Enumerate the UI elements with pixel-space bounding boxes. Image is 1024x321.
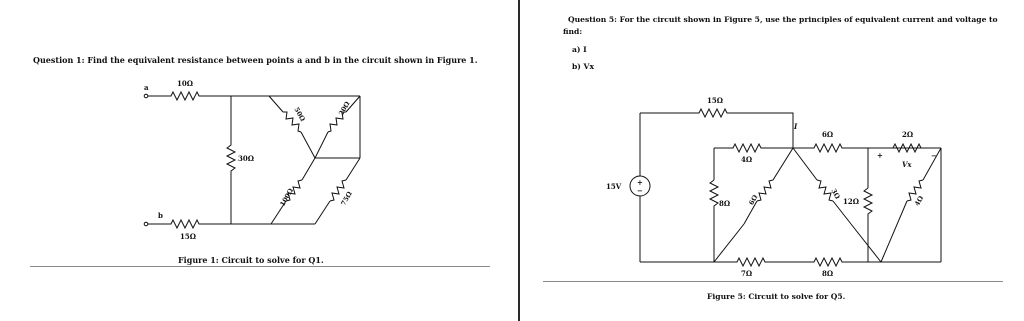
- node-b-label: b: [158, 211, 163, 220]
- part-b: b) Vx: [572, 62, 594, 71]
- wire: [793, 148, 817, 180]
- figure-5-circuit: [521, 0, 1024, 321]
- resistor-4-ohm-label: 4Ω: [741, 155, 753, 164]
- figure-5-caption: Figure 5: Circuit to solve for Q5.: [707, 292, 846, 301]
- resistor-8-ohm-left: [710, 180, 718, 262]
- resistor-2-ohm-label: 2Ω: [902, 130, 914, 139]
- resistor-50-ohm-label: 50Ω: [292, 105, 307, 123]
- panel-divider: [518, 0, 520, 321]
- vx-minus: −: [931, 151, 937, 160]
- wire: [302, 158, 315, 180]
- resistor-4-ohm-right-label: 4Ω: [913, 194, 926, 208]
- current-label: I: [794, 122, 798, 131]
- wire: [301, 132, 315, 158]
- figure-5-rule: [543, 281, 1003, 282]
- wire: [346, 158, 360, 180]
- resistor-7-ohm-label: 7Ω: [741, 269, 753, 278]
- node-b-terminal: [144, 222, 148, 226]
- wire: [714, 224, 744, 262]
- wire: [881, 201, 907, 262]
- resistor-10-ohm-label: 10Ω: [177, 79, 193, 88]
- resistor-15-ohm: [148, 220, 231, 228]
- resistor-6-ohm-diag: [757, 180, 773, 201]
- node-a-terminal: [144, 94, 148, 98]
- node-a-label: a: [144, 83, 149, 92]
- vx-plus: +: [877, 151, 883, 160]
- resistor-30-ohm: [227, 96, 235, 224]
- resistor-12-ohm: [864, 188, 872, 262]
- resistor-3-ohm-diag-label: 3Ω: [829, 187, 842, 201]
- wire: [851, 224, 881, 262]
- resistor-12-ohm-label: 12Ω: [843, 197, 859, 206]
- source-plus: +: [637, 178, 643, 187]
- resistor-6-ohm-diag-label: 6Ω: [747, 193, 760, 207]
- resistor-8-ohm-bottom-label: 8Ω: [822, 269, 834, 278]
- resistor-15-ohm-label: 15Ω: [707, 96, 723, 105]
- question-5-text-cont: find:: [563, 27, 583, 36]
- resistor-100-ohm-label: 100Ω: [278, 186, 296, 208]
- resistor-6-ohm: [793, 144, 868, 152]
- resistor-15-ohm: [640, 109, 793, 148]
- resistor-7-ohm: [714, 258, 793, 266]
- question-5-panel: [521, 0, 1024, 321]
- resistor-20-ohm-label: 20Ω: [337, 100, 352, 117]
- vx-label: Vx: [902, 160, 912, 169]
- resistor-15-ohm-label: 15Ω: [180, 232, 196, 241]
- resistor-8-ohm-left-label: 8Ω: [719, 199, 731, 208]
- source-label: 15V: [606, 182, 622, 191]
- question-5-text: Question 5: For the circuit shown in Figure 5, use the principles of equivalent current and voltage to: [568, 15, 998, 24]
- source-minus: −: [637, 186, 643, 195]
- wire: [315, 201, 330, 224]
- figure-1-rule: [30, 266, 490, 267]
- resistor-10-ohm: [148, 92, 231, 100]
- resistor-8-ohm-bottom: [793, 258, 941, 266]
- wire: [773, 148, 793, 180]
- resistor-6-ohm-label: 6Ω: [822, 130, 834, 139]
- resistor-4-ohm: [714, 144, 793, 152]
- figure-1-caption: Figure 1: Circuit to solve for Q1.: [178, 255, 324, 265]
- part-a: a) I: [572, 45, 587, 54]
- question-1-text: Question 1: Find the equivalent resistance between points a and b in the circuit shown in Figure 1.: [33, 55, 478, 65]
- wire: [269, 96, 283, 112]
- resistor-75-ohm-label: 75Ω: [339, 190, 354, 207]
- resistor-30-ohm-label: 30Ω: [238, 154, 254, 163]
- wire: [315, 132, 328, 158]
